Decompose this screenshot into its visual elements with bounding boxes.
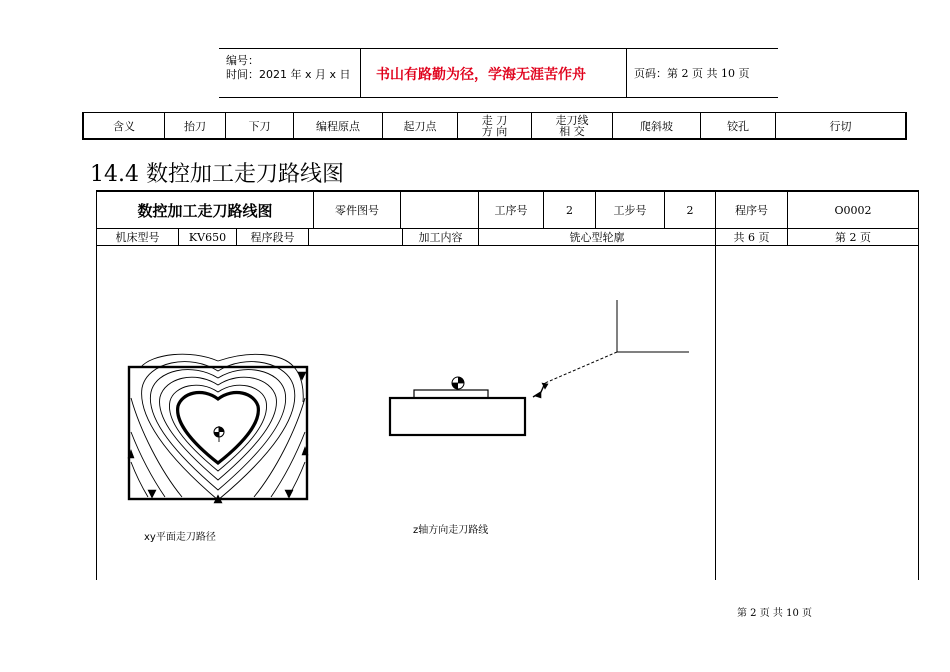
serial-label: 编号： bbox=[226, 54, 259, 67]
op-no-label: 工序号 bbox=[494, 204, 528, 217]
menu-item-lower-tool[interactable]: 下刀 bbox=[248, 119, 271, 133]
step-no-label: 工步号 bbox=[613, 204, 647, 217]
z-caption: z轴方向走刀路线 bbox=[413, 525, 489, 536]
date-label: 时间：2021 年 x 月 x 日 bbox=[226, 68, 351, 81]
step-no-value: 2 bbox=[686, 203, 694, 217]
total-pages: 共 6 页 bbox=[733, 231, 770, 244]
menu-item-program-origin[interactable]: 编程原点 bbox=[316, 119, 360, 133]
menu-item-meaning[interactable]: 含义 bbox=[113, 119, 135, 133]
menu-item-start-point[interactable]: 起刀点 bbox=[403, 119, 437, 133]
z-axis-drawing bbox=[390, 300, 689, 435]
machine-label: 机床型号 bbox=[115, 231, 160, 244]
xy-caption: xy平面走刀路径 bbox=[144, 532, 216, 543]
motto: 书山有路勤为径，学海无涯苦作舟 bbox=[376, 67, 586, 83]
sheet-title: 数控加工走刀路线图 bbox=[137, 201, 273, 220]
page-code: 页码：第 2 页 共 10 页 bbox=[634, 67, 750, 80]
part-no-value bbox=[401, 192, 478, 228]
menu-item-tool-direction[interactable]: 走 刀 方 向 bbox=[481, 113, 508, 138]
segment-value bbox=[309, 229, 402, 245]
menu-item-path-intersect[interactable]: 走刀线 相 交 bbox=[555, 113, 589, 138]
program-no-value: O0002 bbox=[834, 203, 872, 217]
menu-item-ramp[interactable]: 爬斜坡 bbox=[640, 119, 673, 133]
segment-label: 程序段号 bbox=[250, 231, 295, 244]
section-title-text: 14.4 数控加工走刀路线图 bbox=[90, 162, 344, 187]
sheet-page-no: 第 2 页 bbox=[835, 231, 871, 244]
content-label: 加工内容 bbox=[418, 231, 463, 244]
content-value: 铣心型轮廓 bbox=[569, 231, 625, 244]
machine-value: KV650 bbox=[188, 230, 227, 244]
part-no-label: 零件图号 bbox=[335, 204, 379, 217]
section-title bbox=[90, 157, 344, 188]
xy-plane-drawing bbox=[128, 354, 308, 503]
menu-item-lift-tool[interactable]: 抬刀 bbox=[184, 119, 206, 133]
page-footer: 第 2 页 共 10 页 bbox=[737, 608, 812, 619]
menu-item-ream[interactable]: 铰孔 bbox=[727, 119, 749, 133]
op-no-value: 2 bbox=[566, 203, 573, 217]
menu-item-line-cut[interactable]: 行切 bbox=[829, 119, 852, 133]
program-no-label: 程序号 bbox=[735, 204, 768, 217]
